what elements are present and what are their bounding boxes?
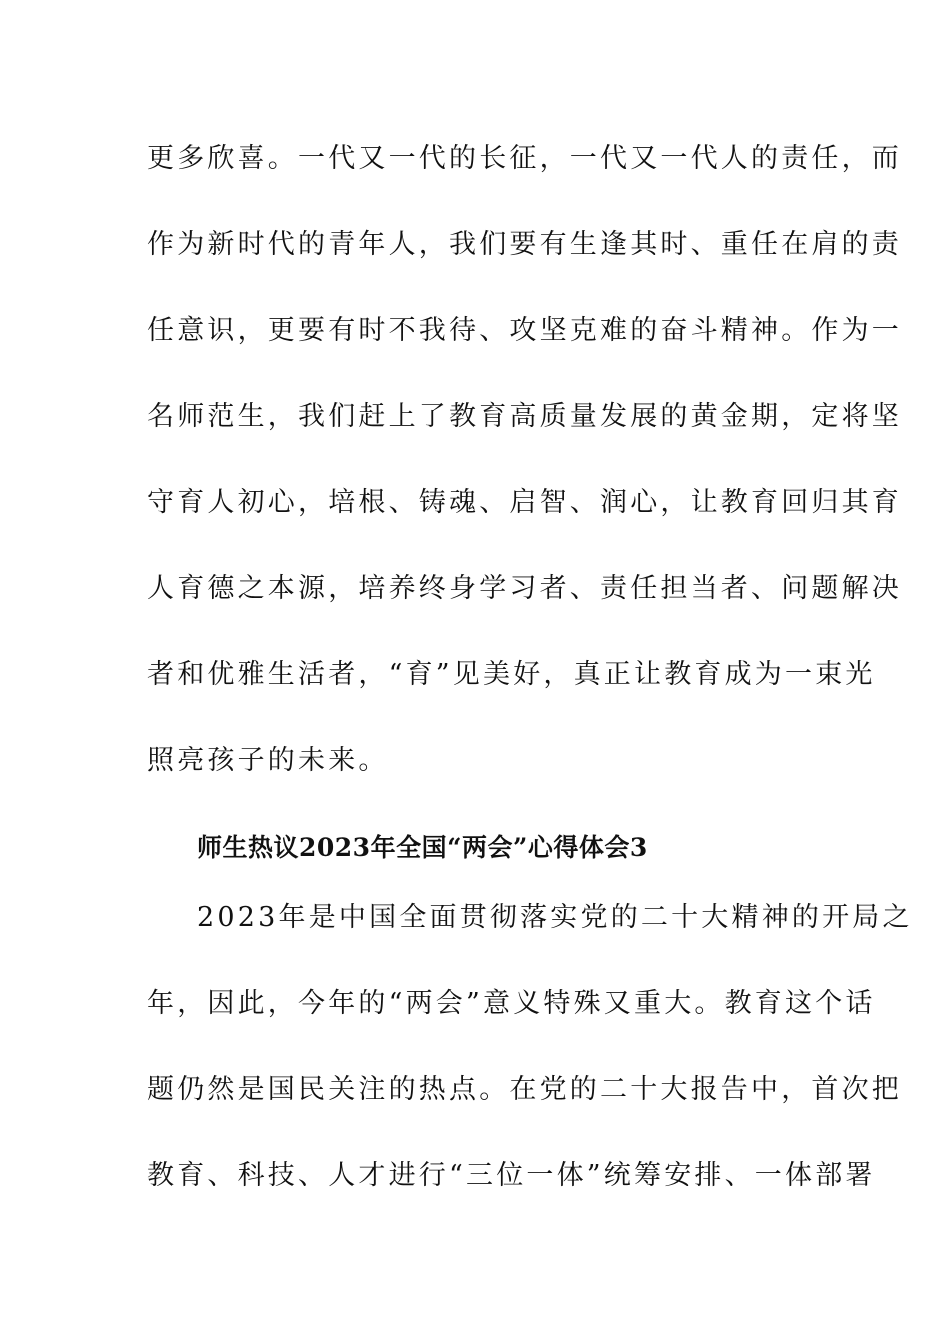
paragraph-line: 人育德之本源，培养终身学习者、责任担当者、问题解决: [147, 573, 902, 604]
paragraph-line: 名师范生，我们赶上了教育高质量发展的黄金期，定将坚: [147, 401, 902, 432]
paragraph-line: 者和优雅生活者，“育”见美好，真正让教育成为一束光: [147, 659, 876, 690]
paragraph-line: 作为新时代的青年人，我们要有生逢其时、重任在肩的责: [147, 229, 902, 260]
paragraph-line: 任意识，更要有时不我待、攻坚克难的奋斗精神。作为一: [147, 315, 902, 346]
paragraph-line-first: 2023年是中国全面贯彻落实党的二十大精神的开局之: [197, 902, 913, 933]
paragraph-line: 更多欣喜。一代又一代的长征，一代又一代人的责任，而: [147, 143, 902, 174]
paragraph-line: 题仍然是国民关注的热点。在党的二十大报告中，首次把: [147, 1074, 902, 1105]
paragraph-line-last: 照亮孩子的未来。: [147, 745, 389, 776]
paragraph-line: 教育、科技、人才进行“三位一体”统筹安排、一体部署: [147, 1160, 876, 1191]
section-heading: 师生热议2023年全国“两会”心得体会3: [197, 833, 648, 862]
paragraph-line: 年，因此，今年的“两会”意义特殊又重大。教育这个话: [147, 988, 876, 1019]
paragraph-line: 守育人初心，培根、铸魂、启智、润心，让教育回归其育: [147, 487, 902, 518]
